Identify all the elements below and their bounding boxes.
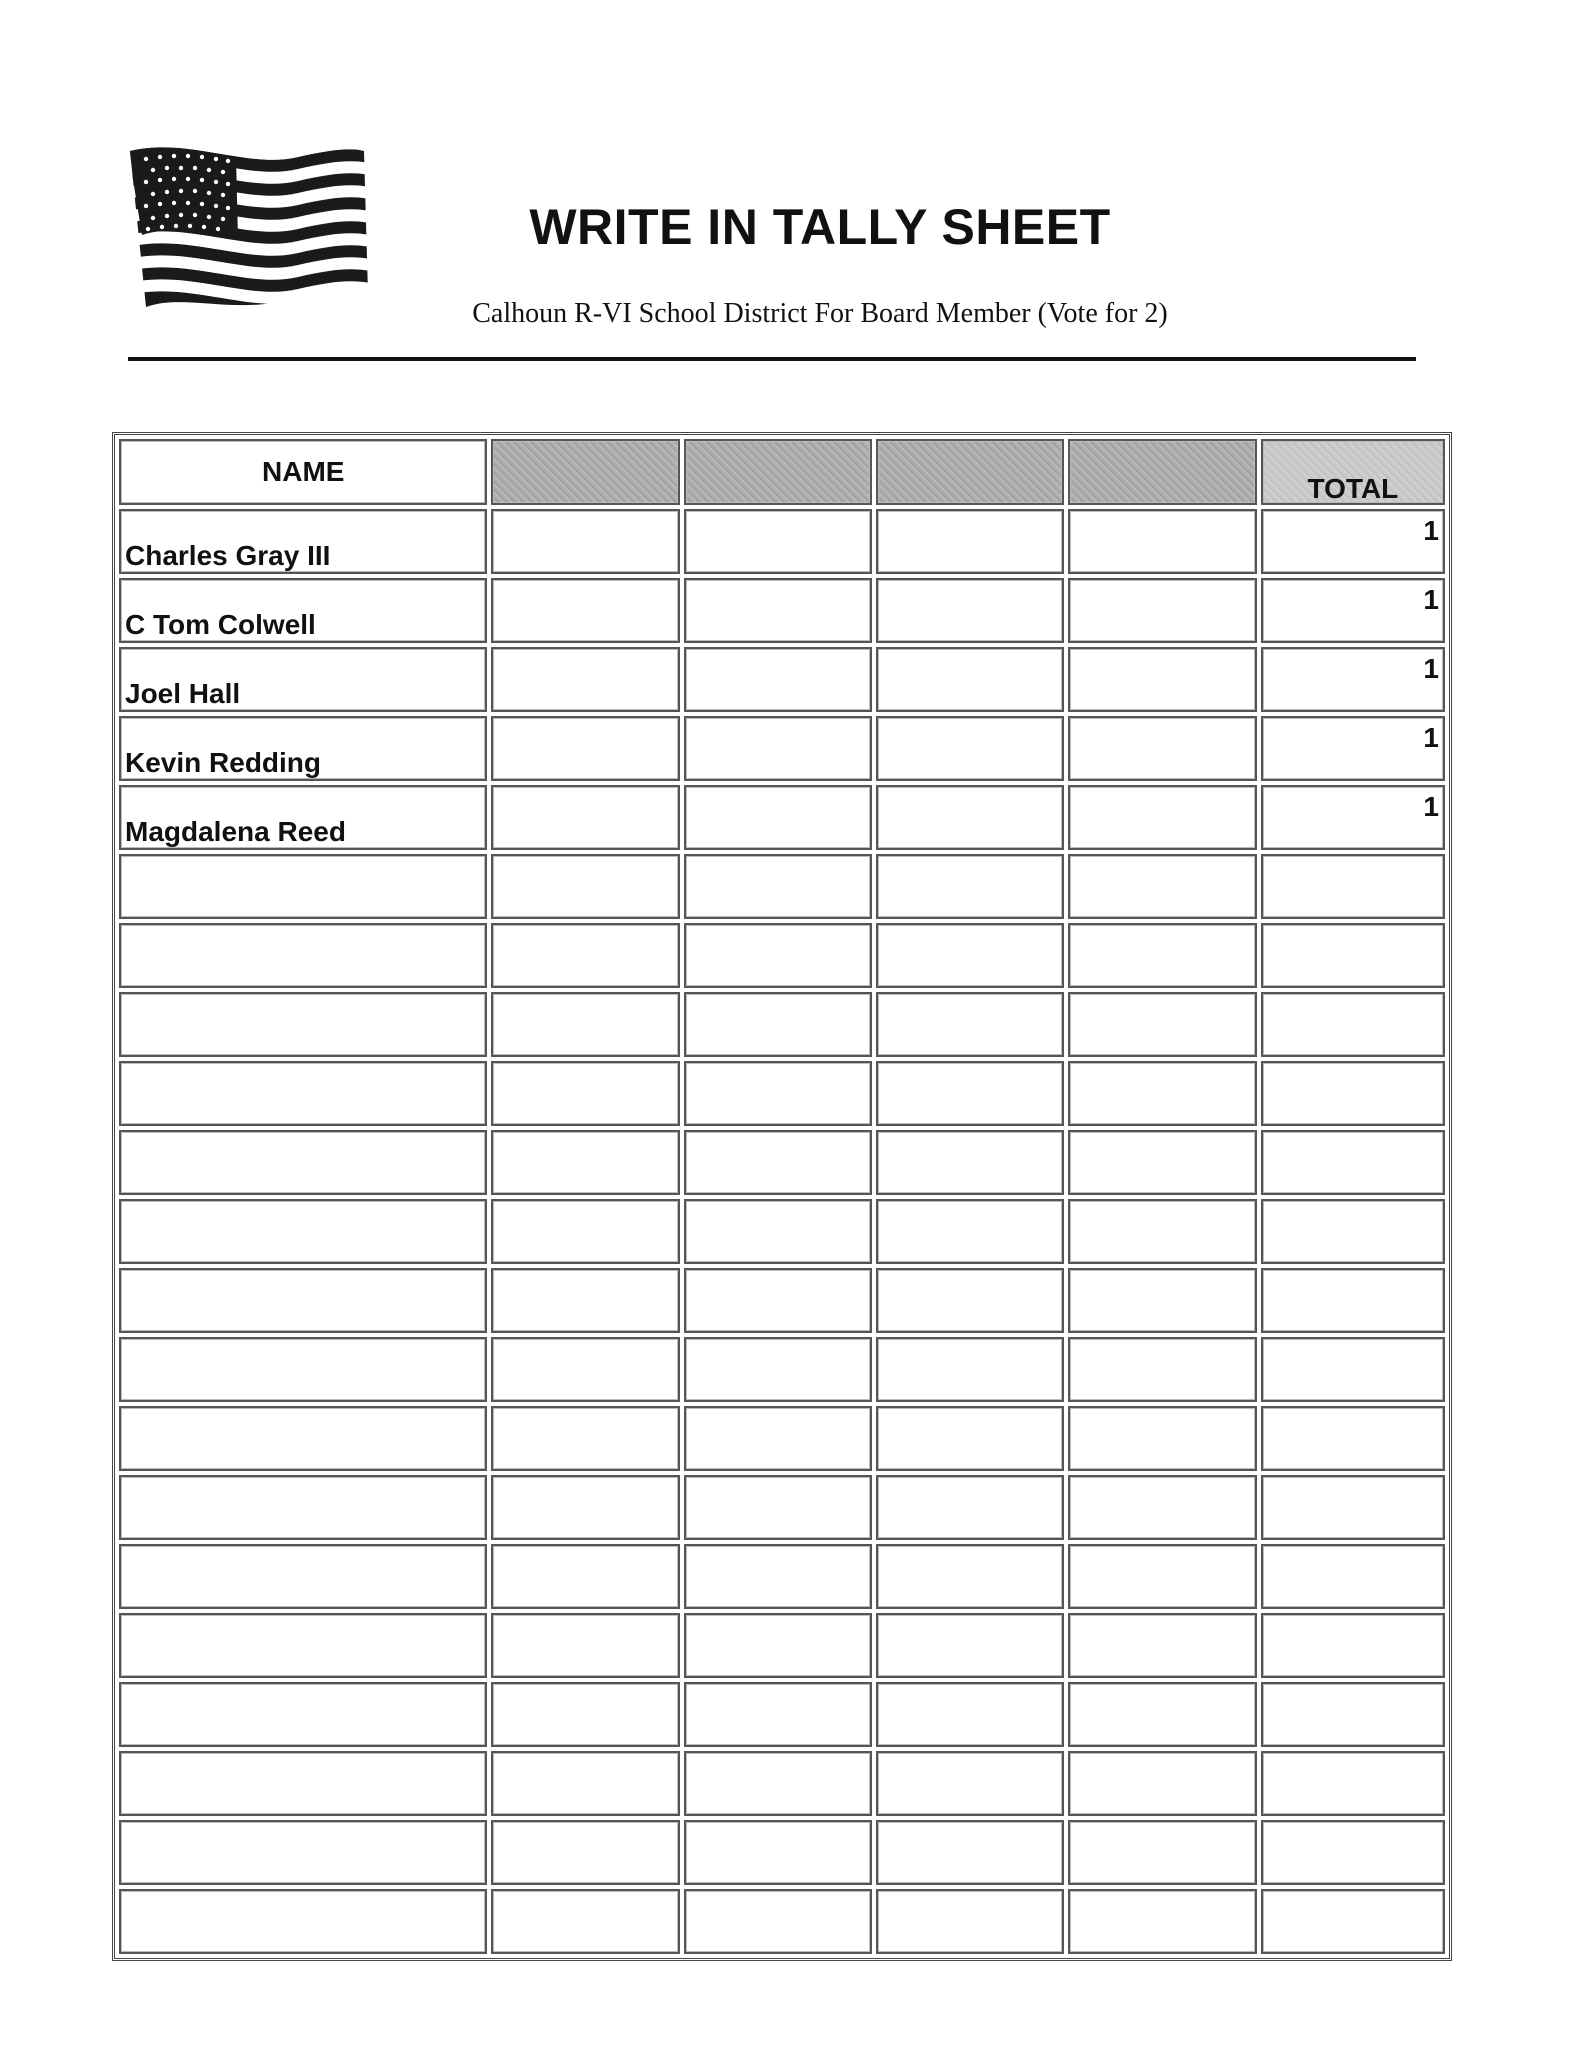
tally-column-header xyxy=(684,439,872,505)
tally-cell xyxy=(876,992,1064,1057)
table-header-row xyxy=(119,439,1445,505)
total-cell xyxy=(1261,854,1445,919)
tally-cell xyxy=(876,509,1064,574)
tally-cell xyxy=(684,1613,872,1678)
table-row xyxy=(119,1475,1445,1540)
table-row xyxy=(119,1061,1445,1126)
table-row xyxy=(119,1889,1445,1954)
table-row xyxy=(119,1682,1445,1747)
tally-column-header xyxy=(1068,439,1256,505)
tally-cell xyxy=(876,785,1064,850)
candidate-name-cell xyxy=(119,1682,487,1747)
tally-cell xyxy=(684,716,872,781)
tally-cell xyxy=(684,1337,872,1402)
candidate-name-cell xyxy=(119,992,487,1057)
candidate-name-cell: C Tom Colwell xyxy=(119,578,487,643)
tally-cell xyxy=(491,992,679,1057)
tally-cell xyxy=(1068,1544,1256,1609)
table-row xyxy=(119,1199,1445,1264)
total-cell xyxy=(1261,1544,1445,1609)
total-cell: 1 xyxy=(1261,716,1445,781)
table-row xyxy=(119,923,1445,988)
tally-cell xyxy=(1068,1682,1256,1747)
tally-cell xyxy=(491,1544,679,1609)
tally-cell xyxy=(1068,716,1256,781)
candidate-name-cell xyxy=(119,1475,487,1540)
us-flag-icon xyxy=(128,143,370,313)
tally-cell xyxy=(491,1889,679,1954)
tally-cell xyxy=(491,923,679,988)
total-cell xyxy=(1261,1199,1445,1264)
tally-cell xyxy=(684,647,872,712)
tally-cell xyxy=(1068,647,1256,712)
tally-cell xyxy=(491,1682,679,1747)
candidate-name-cell: Charles Gray III xyxy=(119,509,487,574)
tally-cell xyxy=(491,1613,679,1678)
table-row xyxy=(119,854,1445,919)
tally-cell xyxy=(1068,578,1256,643)
candidate-name-cell xyxy=(119,1406,487,1471)
tally-cell xyxy=(684,923,872,988)
tally-cell xyxy=(1068,785,1256,850)
tally-cell xyxy=(684,1820,872,1885)
tally-cell xyxy=(1068,1820,1256,1885)
tally-cell xyxy=(491,1475,679,1540)
candidate-name-cell xyxy=(119,923,487,988)
tally-cell xyxy=(491,716,679,781)
candidate-name-cell: Kevin Redding xyxy=(119,716,487,781)
total-cell xyxy=(1261,1475,1445,1540)
tally-cell xyxy=(876,1751,1064,1816)
total-cell xyxy=(1261,1613,1445,1678)
tally-cell xyxy=(684,1406,872,1471)
tally-cell xyxy=(876,1337,1064,1402)
table-row xyxy=(119,1820,1445,1885)
tally-cell xyxy=(491,1130,679,1195)
tally-cell xyxy=(491,1820,679,1885)
tally-column-header xyxy=(491,439,679,505)
tally-cell xyxy=(491,854,679,919)
tally-cell xyxy=(876,923,1064,988)
tally-cell xyxy=(491,1406,679,1471)
total-cell xyxy=(1261,1130,1445,1195)
tally-cell xyxy=(1068,1199,1256,1264)
total-cell xyxy=(1261,1337,1445,1402)
tally-cell xyxy=(876,1268,1064,1333)
total-cell xyxy=(1261,1751,1445,1816)
tally-table xyxy=(112,432,1452,1961)
tally-cell xyxy=(876,1544,1064,1609)
tally-cell xyxy=(876,854,1064,919)
table-row xyxy=(119,716,1445,781)
tally-cell xyxy=(684,1544,872,1609)
tally-cell xyxy=(491,785,679,850)
tally-cell xyxy=(1068,1130,1256,1195)
table-row xyxy=(119,785,1445,850)
tally-cell xyxy=(1068,923,1256,988)
tally-cell xyxy=(1068,1061,1256,1126)
tally-cell xyxy=(1068,509,1256,574)
table-row xyxy=(119,1406,1445,1471)
tally-cell xyxy=(876,1889,1064,1954)
tally-cell xyxy=(491,1268,679,1333)
table-row xyxy=(119,1268,1445,1333)
tally-cell xyxy=(1068,1268,1256,1333)
tally-cell xyxy=(684,1130,872,1195)
tally-cell xyxy=(876,578,1064,643)
tally-cell xyxy=(1068,1337,1256,1402)
candidate-name-cell xyxy=(119,854,487,919)
tally-cell xyxy=(684,1682,872,1747)
candidate-name-cell xyxy=(119,1130,487,1195)
candidate-name-cell: Magdalena Reed xyxy=(119,785,487,850)
tally-cell xyxy=(491,1061,679,1126)
tally-cell xyxy=(876,1061,1064,1126)
candidate-name-cell xyxy=(119,1061,487,1126)
tally-cell xyxy=(1068,1889,1256,1954)
tally-cell xyxy=(876,1613,1064,1678)
tally-cell xyxy=(876,1199,1064,1264)
header-divider xyxy=(128,357,1416,361)
tally-cell xyxy=(876,1820,1064,1885)
tally-cell xyxy=(684,509,872,574)
total-cell xyxy=(1261,992,1445,1057)
tally-cell xyxy=(876,1682,1064,1747)
tally-table-body xyxy=(119,509,1445,1954)
tally-cell xyxy=(684,1751,872,1816)
tally-cell xyxy=(491,1199,679,1264)
table-row xyxy=(119,992,1445,1057)
table-row xyxy=(119,1337,1445,1402)
candidate-name-cell xyxy=(119,1820,487,1885)
tally-cell xyxy=(491,1751,679,1816)
tally-cell xyxy=(876,1406,1064,1471)
tally-cell xyxy=(1068,854,1256,919)
total-cell xyxy=(1261,1061,1445,1126)
name-column-header: NAME xyxy=(119,439,487,505)
table-row xyxy=(119,1544,1445,1609)
tally-cell xyxy=(684,992,872,1057)
tally-cell xyxy=(684,1199,872,1264)
page-subtitle: Calhoun R-VI School District For Board Member (Vote for 2) xyxy=(472,298,1168,329)
tally-cell xyxy=(684,1889,872,1954)
tally-cell xyxy=(491,509,679,574)
tally-cell xyxy=(684,578,872,643)
table-row xyxy=(119,1130,1445,1195)
table-row xyxy=(119,1751,1445,1816)
tally-cell xyxy=(684,1268,872,1333)
tally-cell xyxy=(491,578,679,643)
total-cell: 1 xyxy=(1261,509,1445,574)
total-cell xyxy=(1261,1682,1445,1747)
tally-cell xyxy=(876,1475,1064,1540)
total-cell: 1 xyxy=(1261,785,1445,850)
tally-column-header xyxy=(876,439,1064,505)
candidate-name-cell: Joel Hall xyxy=(119,647,487,712)
tally-cell xyxy=(876,1130,1064,1195)
total-cell xyxy=(1261,1406,1445,1471)
tally-cell xyxy=(876,647,1064,712)
total-cell: 1 xyxy=(1261,578,1445,643)
tally-cell xyxy=(1068,1613,1256,1678)
candidate-name-cell xyxy=(119,1613,487,1678)
table-row xyxy=(119,647,1445,712)
candidate-name-cell xyxy=(119,1751,487,1816)
tally-cell xyxy=(491,1337,679,1402)
tally-cell xyxy=(684,1475,872,1540)
tally-cell xyxy=(1068,1751,1256,1816)
total-cell xyxy=(1261,1889,1445,1954)
candidate-name-cell xyxy=(119,1889,487,1954)
tally-cell xyxy=(876,716,1064,781)
table-row xyxy=(119,509,1445,574)
tally-cell xyxy=(684,854,872,919)
tally-cell xyxy=(1068,1406,1256,1471)
total-column-header: TOTAL xyxy=(1261,439,1445,505)
table-row xyxy=(119,1613,1445,1678)
table-row xyxy=(119,578,1445,643)
candidate-name-cell xyxy=(119,1199,487,1264)
candidate-name-cell xyxy=(119,1337,487,1402)
total-cell: 1 xyxy=(1261,647,1445,712)
total-cell xyxy=(1261,923,1445,988)
total-cell xyxy=(1261,1820,1445,1885)
total-cell xyxy=(1261,1268,1445,1333)
tally-cell xyxy=(491,647,679,712)
candidate-name-cell xyxy=(119,1268,487,1333)
tally-cell xyxy=(684,785,872,850)
tally-cell xyxy=(1068,992,1256,1057)
tally-cell xyxy=(1068,1475,1256,1540)
page-title: WRITE IN TALLY SHEET xyxy=(529,199,1111,255)
candidate-name-cell xyxy=(119,1544,487,1609)
tally-cell xyxy=(684,1061,872,1126)
